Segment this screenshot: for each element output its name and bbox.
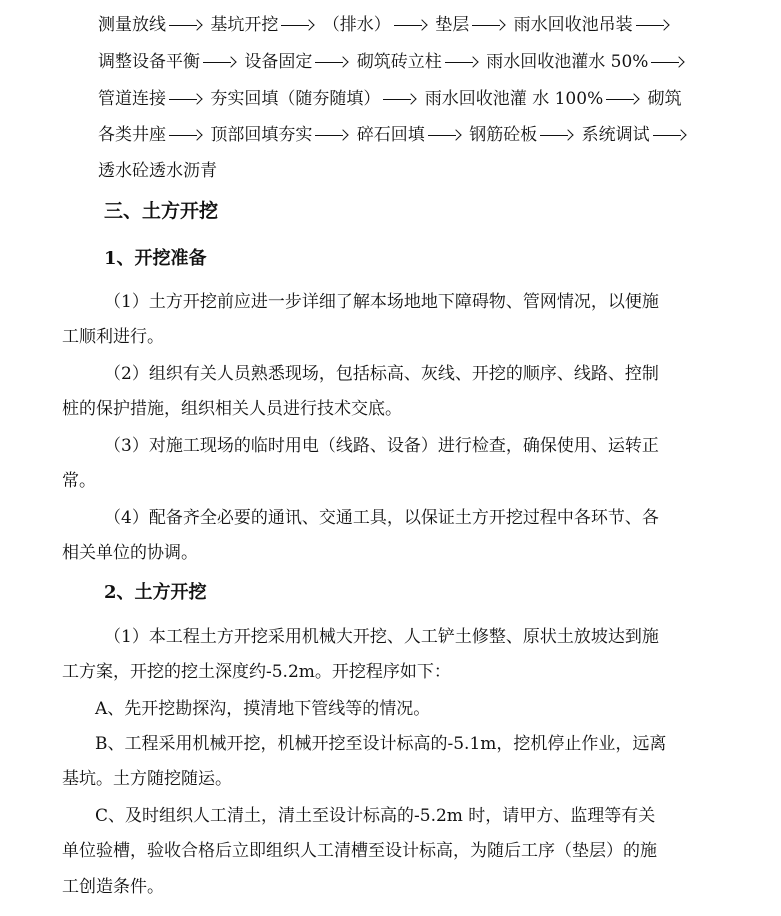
right-arrow-icon [636,20,668,32]
right-arrow-icon [281,20,313,32]
process-flow-line-3 [98,87,781,111]
flow-step: 管道连接 [98,89,166,109]
process-flow-line-4 [98,123,781,147]
right-arrow-icon [606,94,638,106]
right-arrow-icon [540,130,572,142]
flow-step: 系统调试 [581,125,650,145]
right-arrow-icon [203,57,235,69]
paragraph-line: 工顺利进行。 [62,327,164,347]
right-arrow-icon [428,130,460,142]
right-arrow-icon [394,20,426,32]
paragraph-line: （4）配备齐全必要的通讯、交通工具，以保证土方开挖过程中各环节、各 [104,508,659,528]
paragraph-line: 桩的保护措施，组织相关人员进行技术交底。 [62,399,402,419]
flow-step: 雨水回收池灌 水 100% [424,89,604,109]
paragraph-line: （1）土方开挖前应进一步详细了解本场地地下障碍物、管网情况，以便施 [104,292,659,312]
flow-step: 砌筑 [647,89,682,109]
right-arrow-icon [383,94,415,106]
flow-step: 雨水回收池灌水 50% [486,52,649,72]
right-arrow-icon [169,20,201,32]
flow-step: 调整设备平衡 [98,52,200,72]
paragraph-line: （3）对施工现场的临时用电（线路、设备）进行检查，确保使用、运转正 [104,436,659,456]
process-flow-line-2 [98,50,781,74]
paragraph-line: 常。 [62,471,96,491]
flow-step: （排水） [322,15,391,35]
right-arrow-icon [315,130,347,142]
flow-step: 雨水回收池吊装 [513,15,633,35]
paragraph-line: 工方案，开挖的挖土深度约-5.2m。开挖程序如下： [62,662,451,682]
flow-step: 砌筑砖立柱 [356,52,442,72]
flow-step: 顶部回填夯实 [210,125,313,145]
flow-step: 透水砼透水沥青 [98,161,217,181]
subsection-heading: 1、开挖准备 [104,248,207,269]
paragraph-line: C、及时组织人工清土，清土至设计标高的-5.2m 时，请甲方、监理等有关 [95,806,656,826]
flow-step: 各类井座 [98,125,166,145]
process-flow-line-5 [98,159,781,183]
right-arrow-icon [651,57,683,69]
flow-step: 夯实回填（随夯随填） [210,89,381,109]
paragraph-line: （1）本工程土方开挖采用机械大开挖、人工铲土修整、原状土放坡达到施 [104,627,659,647]
right-arrow-icon [445,57,477,69]
right-arrow-icon [169,130,201,142]
right-arrow-icon [315,57,347,69]
paragraph-line: 相关单位的协调。 [62,543,198,563]
subsection-heading: 2、土方开挖 [104,582,207,603]
paragraph-line: （2）组织有关人员熟悉现场，包括标高、灰线、开挖的顺序、线路、控制 [104,364,659,384]
paragraph-line: 基坑。土方随挖随运。 [62,769,232,789]
paragraph-line: 工创造条件。 [62,877,164,897]
flow-step: 垫层 [435,15,470,35]
flow-step: 碎石回填 [356,125,425,145]
flow-step: 设备固定 [244,52,313,72]
section-heading: 三、土方开挖 [104,200,219,222]
right-arrow-icon [472,20,504,32]
process-flow-line-1 [98,13,781,37]
right-arrow-icon [169,94,201,106]
right-arrow-icon [653,130,685,142]
paragraph-line: 单位验槽，验收合格后立即组织人工清槽至设计标高，为随后工序（垫层）的施 [62,841,657,861]
flow-step: 测量放线 [98,15,166,35]
paragraph-line: A、先开挖勘探沟，摸清地下管线等的情况。 [95,699,431,719]
flow-step: 基坑开挖 [210,15,279,35]
flow-step: 钢筋砼板 [469,125,538,145]
paragraph-line: B、工程采用机械开挖，机械开挖至设计标高的-5.1m，挖机停止作业，远离 [95,734,667,754]
